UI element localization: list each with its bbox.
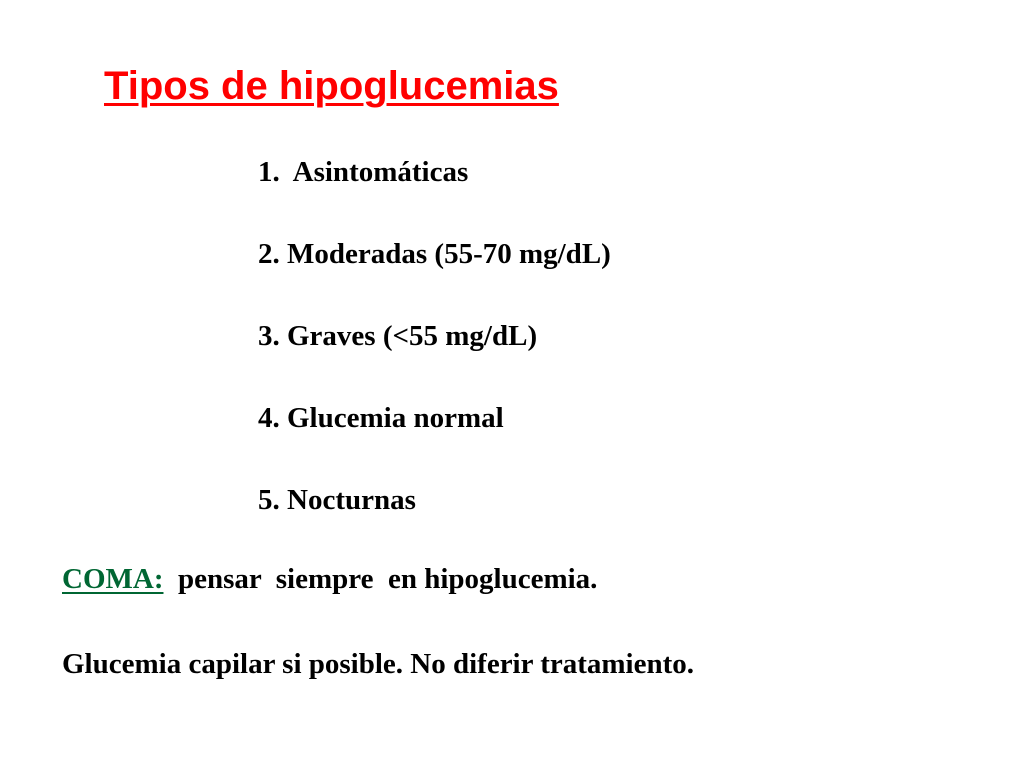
slide-title: Tipos de hipoglucemias: [104, 64, 559, 108]
list-item: 4. Glucemia normal: [258, 402, 504, 434]
list-item: 2. Moderadas (55-70 mg/dL): [258, 238, 611, 270]
coma-label: COMA:: [62, 563, 164, 595]
treatment-note: Glucemia capilar si posible. No diferir tratamiento.: [62, 648, 695, 680]
coma-statement: [62, 558, 597, 600]
list-item: 3. Graves (<55 mg/dL): [258, 320, 538, 352]
coma-text: pensar siempre en hipoglucemia.: [163, 563, 598, 595]
hypoglycemia-types-list: [258, 151, 611, 561]
list-item: 5. Nocturnas: [258, 484, 416, 516]
list-item: 1. Asintomáticas: [258, 156, 469, 188]
